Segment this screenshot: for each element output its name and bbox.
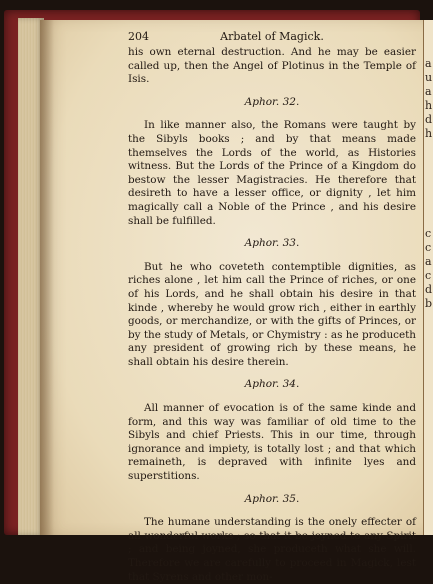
facing-letter: a <box>425 57 432 70</box>
facing-letter: u <box>425 71 433 84</box>
page-number: 204 <box>128 30 149 43</box>
facing-letter: c <box>425 227 432 240</box>
page-header <box>128 30 416 46</box>
aphorism-heading: Aphor. 32. <box>244 95 300 108</box>
facing-letter: b <box>425 297 433 310</box>
facing-letter: d <box>425 283 433 296</box>
facing-letter: a <box>425 85 432 98</box>
aphorism-text: But he who coveteth contemptible dignities, as riches alone , let him call the Prince of riches, or one of his Lords, and he shall obtain his desire in that kinde , whereby he would grow rich , either in earthly goods, or merchandize, or with the gifts of Princes, or by the study of Metals, or Chymistry : as he produceth any president of growing rich by these means, he shall obtain his desire therein. <box>128 260 416 368</box>
facing-letter: h <box>425 127 433 140</box>
page-gutter-shadow <box>40 20 54 535</box>
facing-letter: h <box>425 99 433 112</box>
facing-letter: c <box>425 269 432 282</box>
aphorism-text: All manner of evocation is of the same kinde and form, and this way was familiar of old time to the Sibyls and chief Priests. This in our time, through ignorance and impiety, is totally lost ; and that which remaineth, is depraved with infinite lyes and superstitions. <box>128 402 416 483</box>
facing-letter: c <box>425 241 432 254</box>
aphorism-heading: Aphor. 35. <box>244 492 300 505</box>
aphorism-text: In like manner also, the Romans were taught by the Sibyls books ; and by that means made themselves the Lords of the world, as Histories witness. But the Lords of the Prince of a Kingdom do bestow the lesser Magistracies. He therefore that desireth to have a lesser office, or dignity , let him magically call a Noble of the Prince , and his desire shall be fulfilled. <box>128 119 416 227</box>
aphorism-heading: Aphor. 34. <box>244 378 300 391</box>
intro-paragraph: his own eternal destruction. And he may be easier called up, then the Angel of Plotinus in the Temple of Isis. <box>128 46 416 86</box>
page-text-block <box>128 30 416 584</box>
facing-letter: d <box>425 113 433 126</box>
running-title: Arbatel of Magick. <box>220 30 324 43</box>
aphorism-text: The humane understanding is the onely effecter of all wonderful works ; so that it be joyned to any Spirit ; and being joyned, she produceth what she will. Therefore we are carefully to proceed in Magick, lest that Syrens and other mon- <box>128 516 416 583</box>
facing-page-edge <box>423 20 433 535</box>
aphorism-heading: Aphor. 33. <box>244 237 300 250</box>
facing-letter: a <box>425 255 432 268</box>
